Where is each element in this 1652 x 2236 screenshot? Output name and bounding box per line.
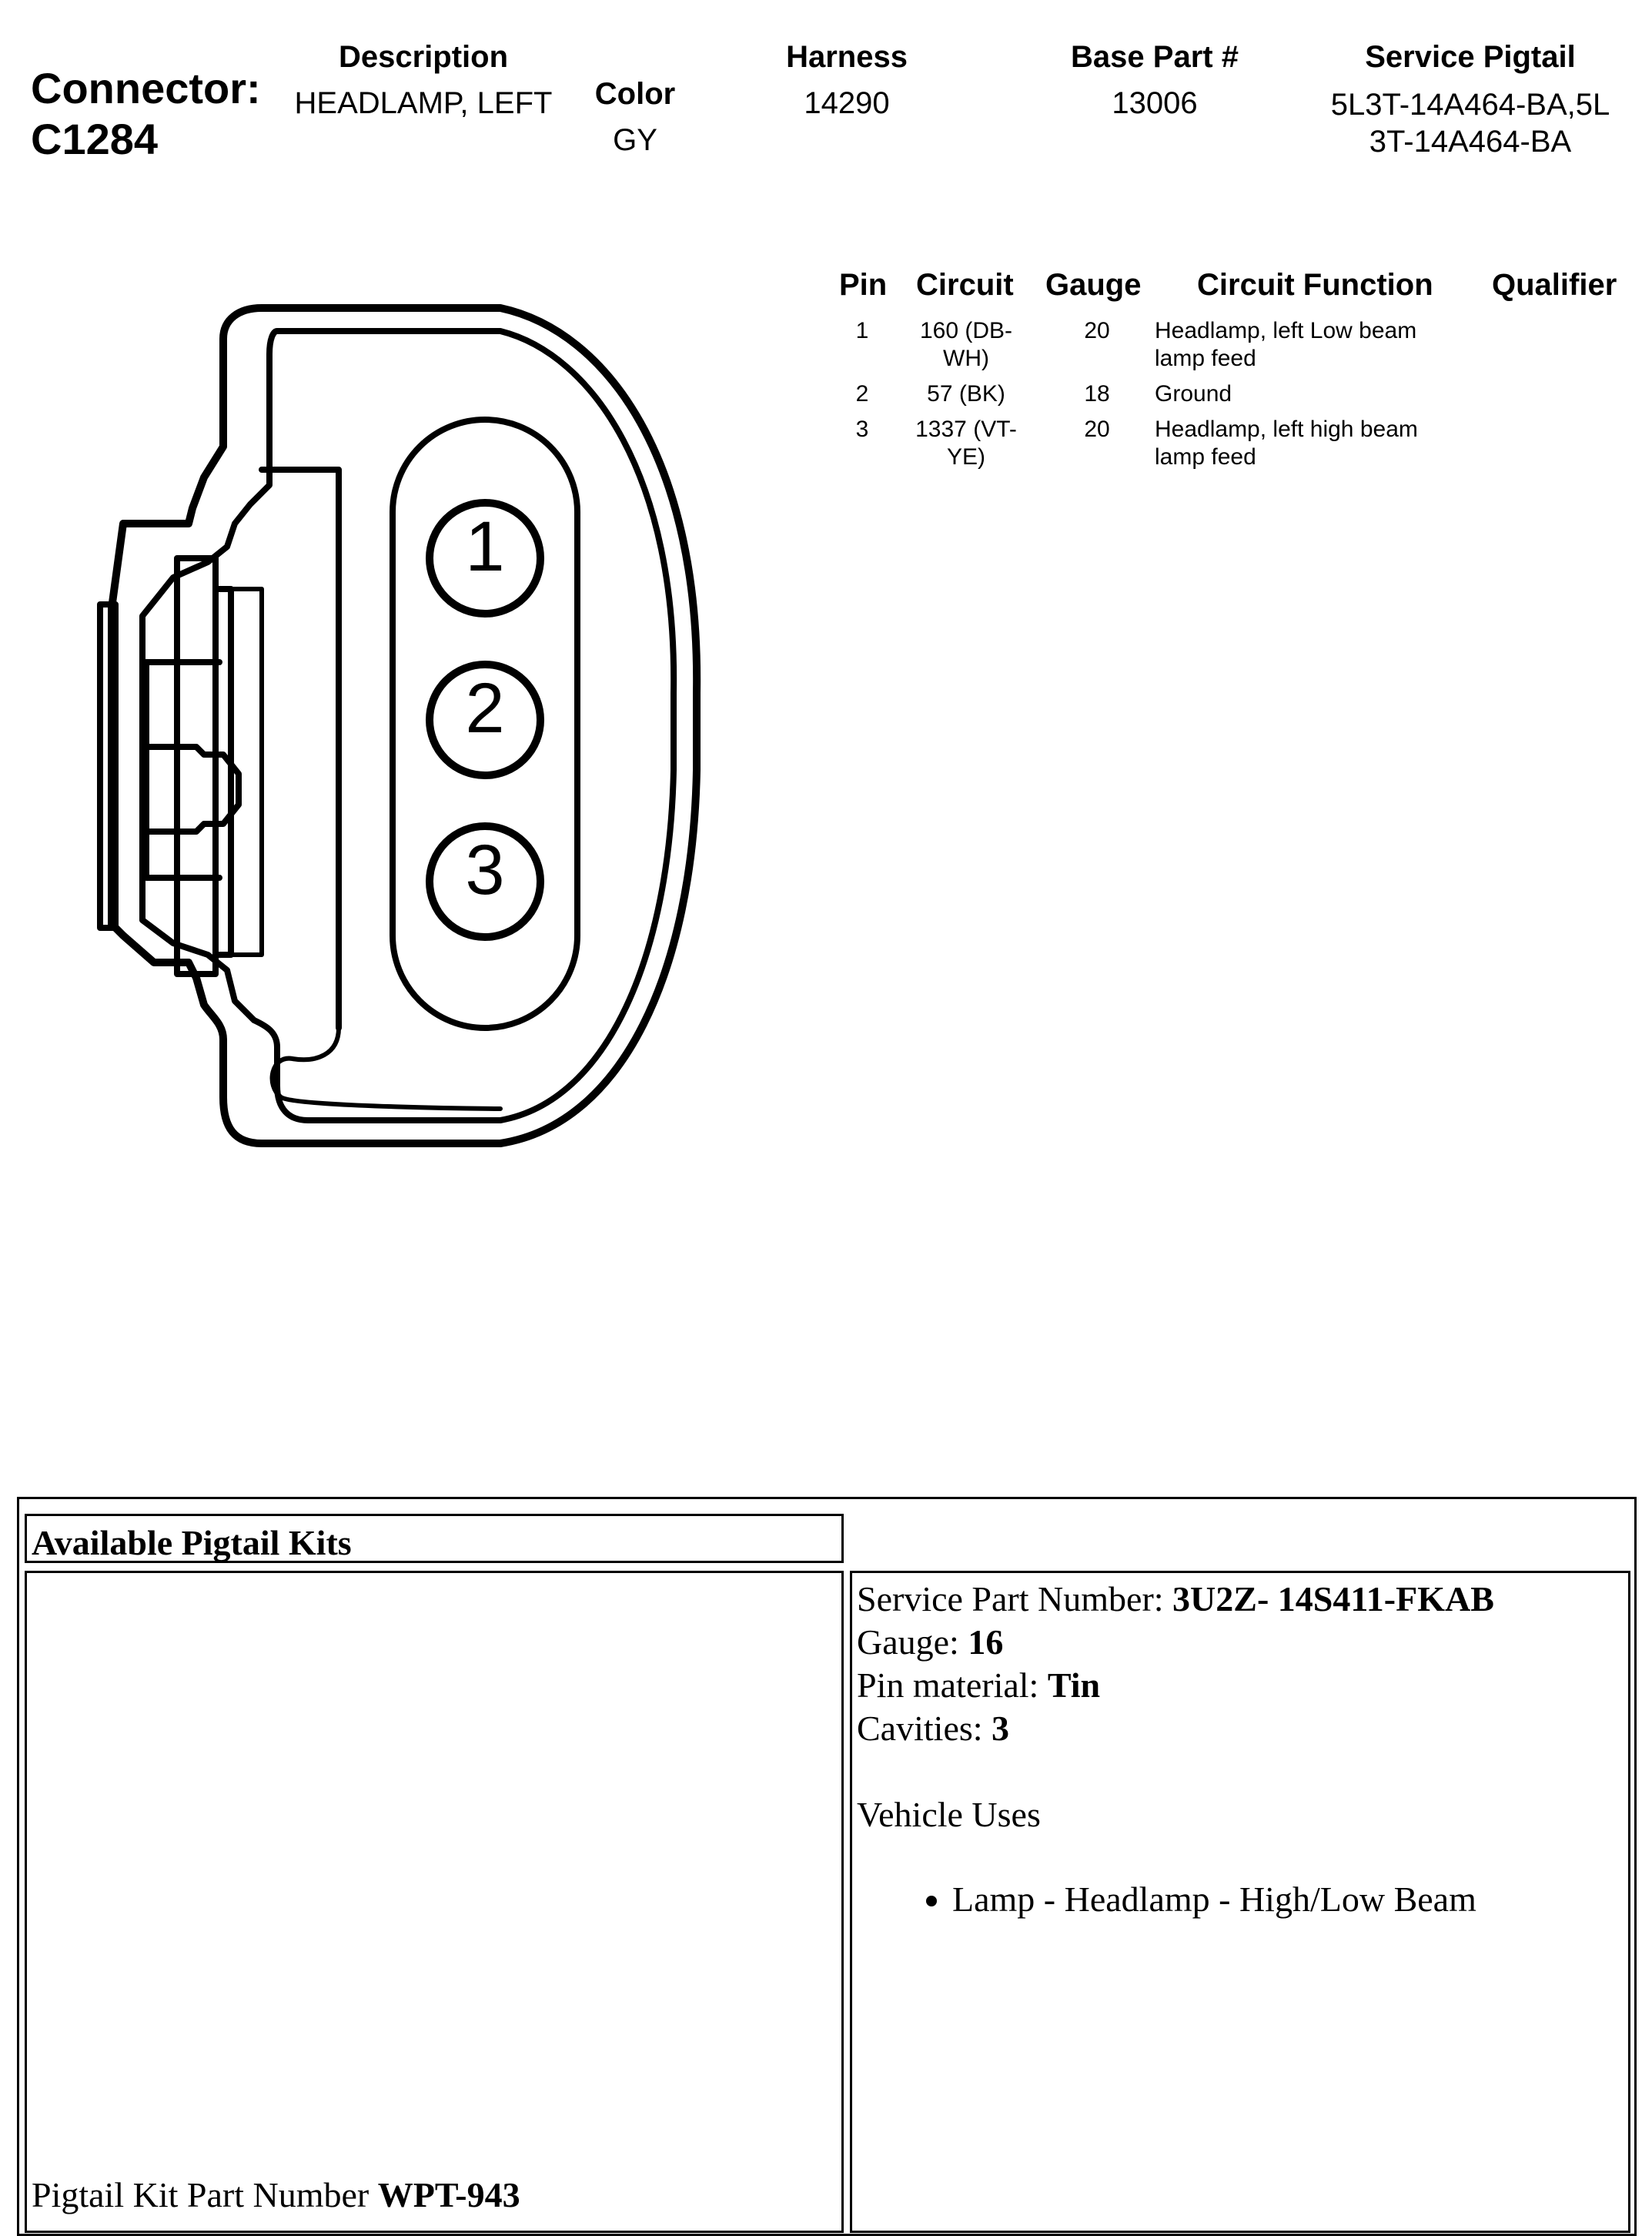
color-value: GY [613,123,657,157]
cavities-label: Cavities: [857,1709,992,1748]
base-part-value: 13006 [1112,86,1198,120]
base-part-header: Base Part # [1071,40,1239,74]
gauge-line [857,1621,1624,1664]
table-row-2-gauge: 18 [1084,381,1110,407]
pin-material-line [857,1664,1624,1707]
table-row-1-circuit: 160 (DB-WH) [919,318,1013,371]
pin-material-label: Pin material: [857,1665,1048,1705]
table-row-1-gauge: 20 [1084,318,1110,343]
harness-value: 14290 [804,86,890,120]
gauge-col-header: Gauge [1045,268,1142,302]
table-row-3-function: Headlamp, left high beam lamp feed [1155,417,1418,470]
kit-part-value: WPT-943 [377,2175,520,2214]
kit-part-number [32,2174,520,2217]
service-part-label: Service Part Number: [857,1579,1173,1618]
table-row-3-gauge: 20 [1084,417,1110,442]
pin-1-label: 1 [465,507,505,586]
cavities-line [857,1707,1624,1750]
pin-col-header: Pin [839,268,888,302]
color-header: Color [594,77,676,111]
vehicle-uses-label: Vehicle Uses [857,1795,1041,1834]
description-value: HEADLAMP, LEFT [294,86,553,120]
pin-material-value: Tin [1047,1665,1101,1705]
table-row-3-circuit: 1337 (VT-YE) [915,417,1017,470]
connector-id: C1284 [31,115,159,163]
function-col-header: Circuit Function [1197,268,1433,302]
kit-details-cell [850,1571,1630,2233]
service-part-line [857,1578,1624,1621]
table-row-2-function: Ground [1155,381,1232,407]
list-item: • Lamp - Headlamp - High/Low Beam [952,1878,1624,1921]
description-header: Description [338,40,509,74]
pigtail-kits-title: Available Pigtail Kits [32,1523,352,1562]
gauge-value: 16 [968,1622,1004,1662]
pin-3-label: 3 [465,831,505,909]
kit-part-cell [25,1571,844,2233]
table-row-2-circuit: 57 (BK) [927,381,1005,407]
connector-label: Connector: [31,64,261,112]
table-row-1-function: Headlamp, left Low beam lamp feed [1155,318,1417,371]
gauge-label: Gauge: [857,1622,968,1662]
pigtail-kits-title-cell [25,1514,844,1563]
kit-part-label: Pigtail Kit Part Number [32,2175,378,2214]
harness-header: Harness [786,40,908,74]
vehicle-uses-list [857,1878,1624,1921]
cavities-value: 3 [992,1709,1010,1748]
pin-2-label: 2 [465,669,505,748]
qualifier-col-header: Qualifier [1492,268,1617,302]
service-pigtail-value: 5L3T-14A464-BA,5L3T-14A464-BA [1330,88,1610,159]
circuit-col-header: Circuit [916,268,1014,302]
connector-title [31,63,261,165]
service-part-value: 3U2Z- 14S411-FKAB [1172,1579,1494,1618]
service-pigtail-header: Service Pigtail [1365,40,1576,74]
connector-diagram [69,293,716,1163]
table-row-2-pin: 2 [855,381,869,407]
table-row-3-pin: 3 [855,417,869,442]
table-row-1-pin: 1 [855,318,869,343]
